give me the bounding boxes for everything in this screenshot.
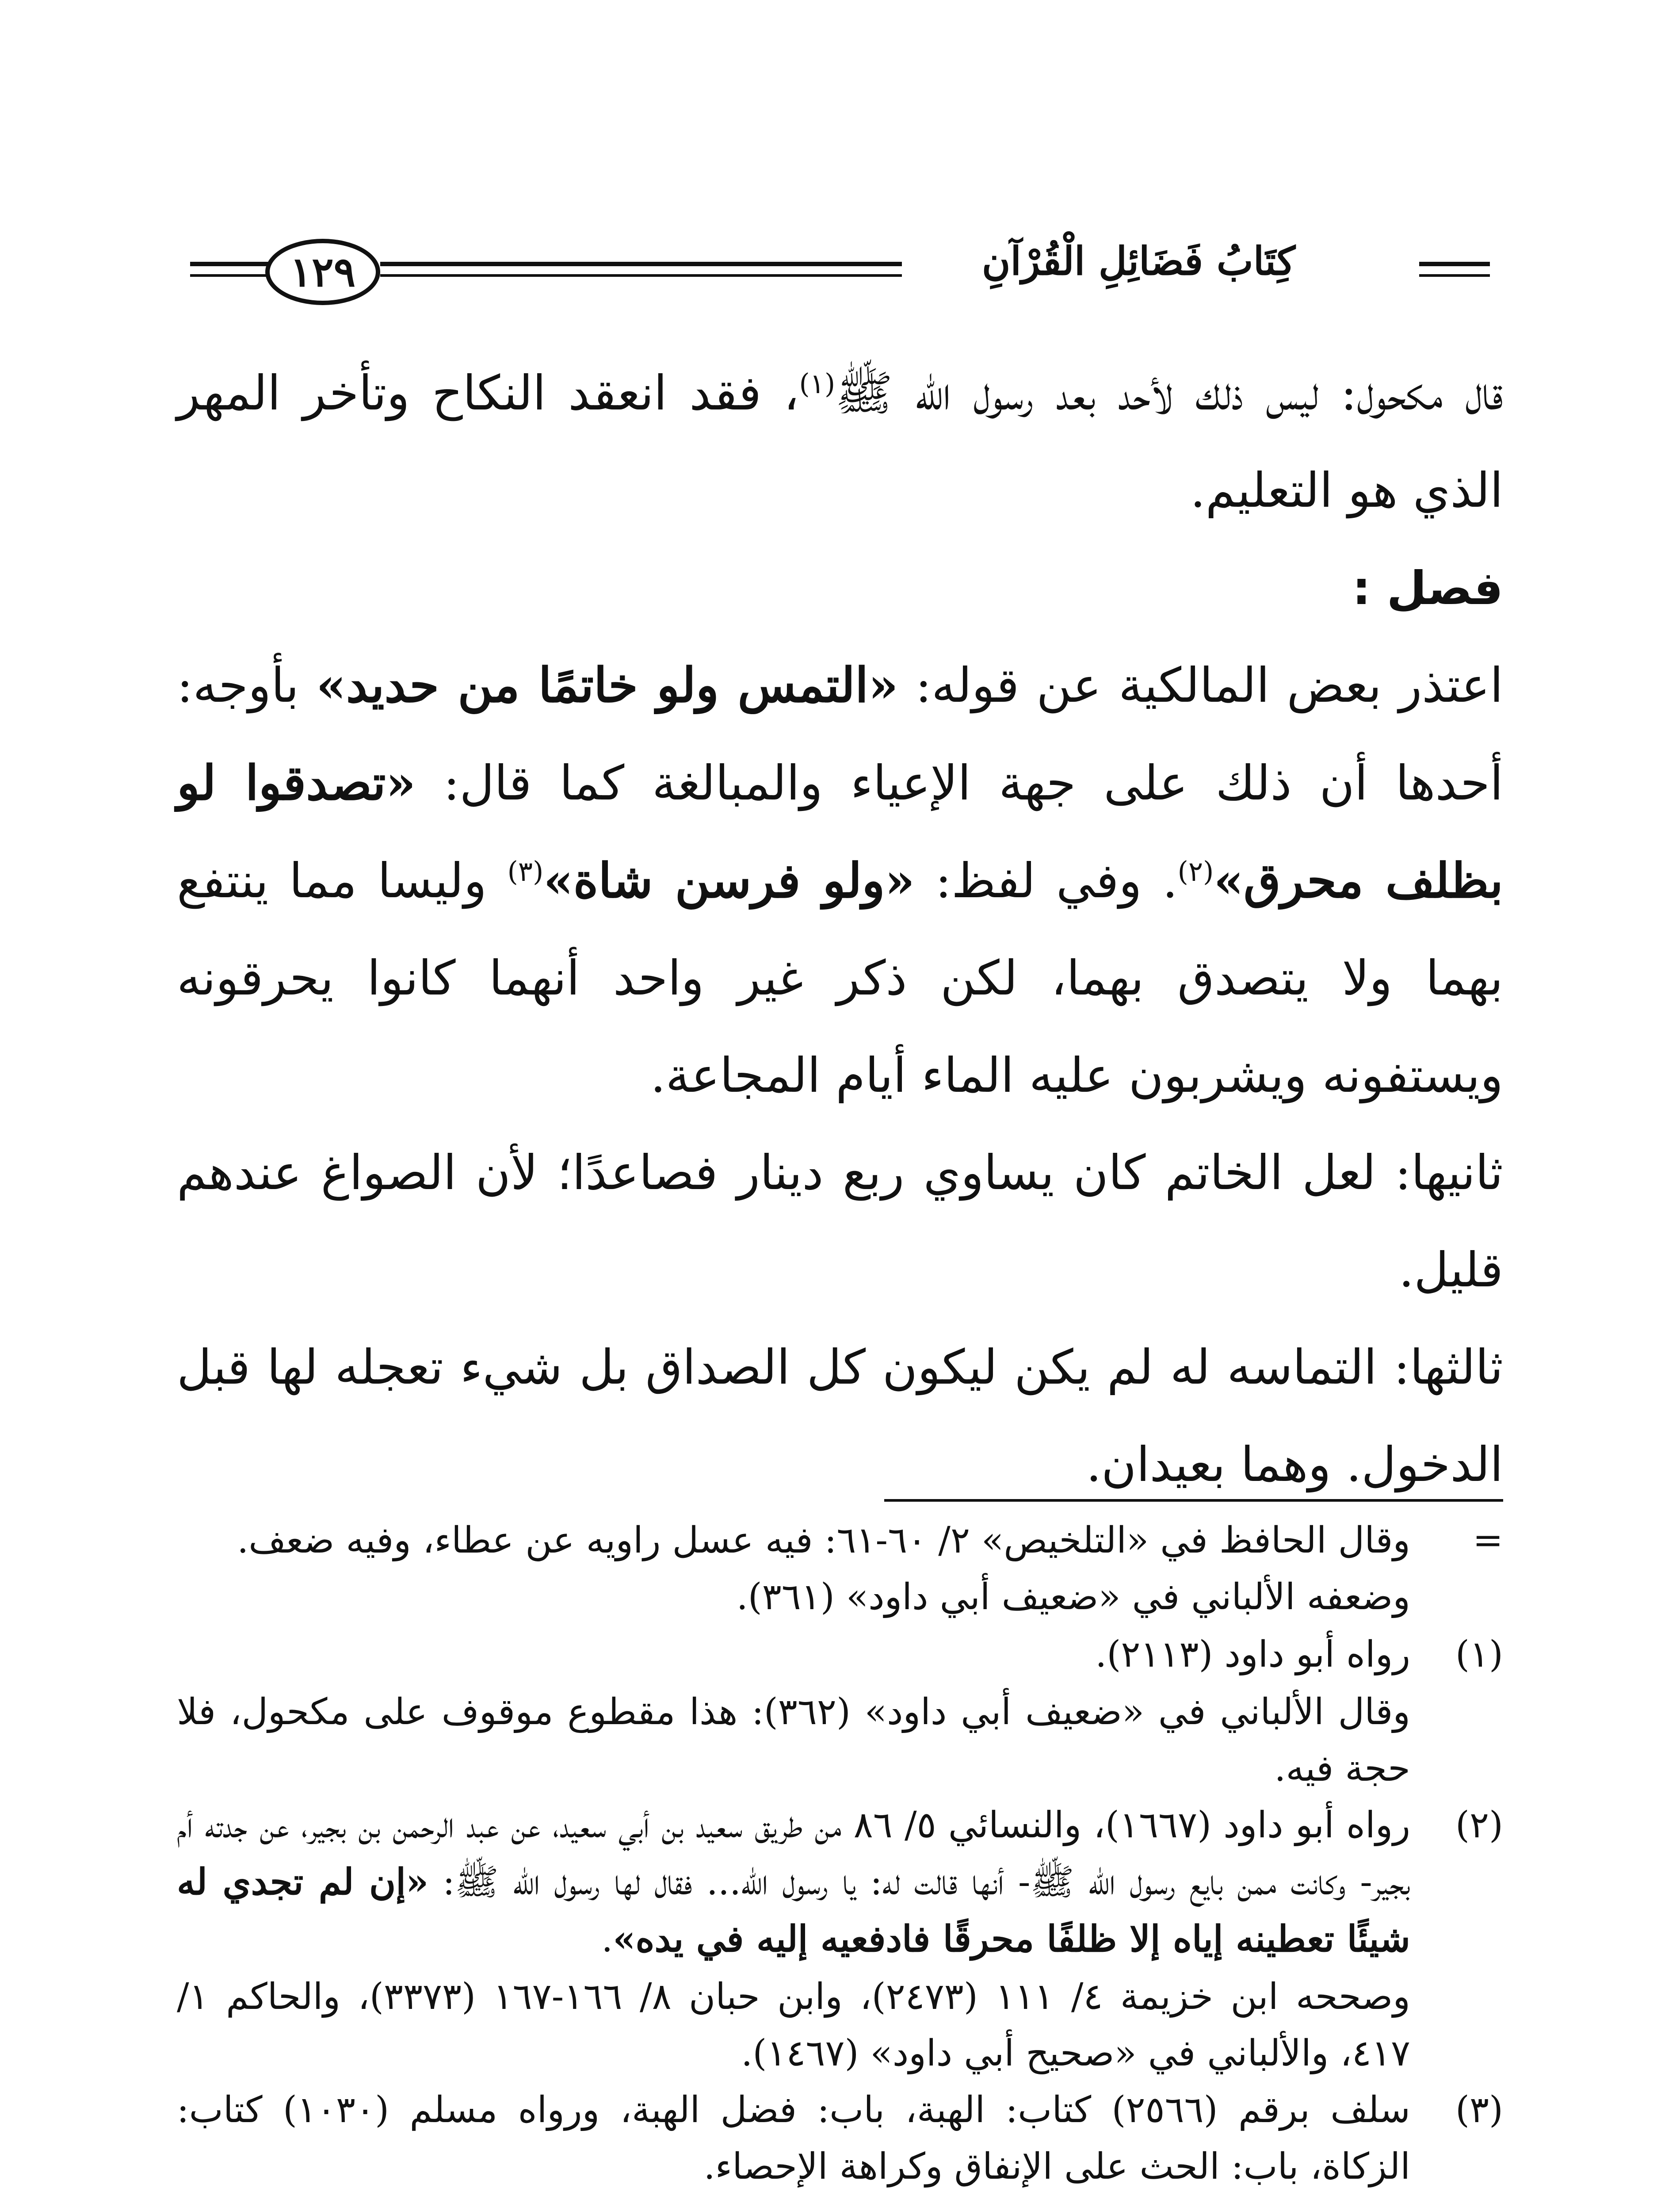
paragraph-text: اعتذر بعض المالكية عن قوله: xyxy=(898,658,1503,713)
main-text xyxy=(177,345,1503,1514)
footnote-ref-2[interactable]: (٢) xyxy=(1177,855,1214,887)
footnote-3 xyxy=(177,2082,1503,2195)
paragraph-third: ثالثها: التماسه له لم يكن ليكون كل الصداق بل شيء تعجله لها قبل الدخول. وهما بعيدان. xyxy=(177,1340,1503,1492)
footnote-line: وقال الألباني في «ضعيف أبي داود» (٣٦٢): هذا مقطوع موقوف على مكحول، فلا حجة فيه. xyxy=(177,1691,1410,1790)
footnote-body xyxy=(177,1512,1410,1626)
footnote-body xyxy=(177,1626,1410,1683)
header-rule-middle-lower xyxy=(380,274,902,277)
footnote-ref-1[interactable]: (١) xyxy=(799,367,836,400)
footnote-number: (٢) xyxy=(1455,1804,1503,1846)
header-rule-right-lower xyxy=(1419,274,1490,277)
footnote-2-comment xyxy=(177,1969,1503,2082)
paragraph-text: قال مكحول: ليس ذلك لأحد بعد رسول الله ﷺ xyxy=(835,366,1503,421)
footnote-number: (٣) xyxy=(1455,2089,1503,2131)
footnote-line: سلف برقم (٢٥٦٦) كتاب: الهبة، باب: فضل الهبة، ورواه مسلم (١٠٣٠) كتاب: الزكاة، باب: الحث على الإنفاق وكراهة الإحصاء. xyxy=(177,2089,1410,2188)
hadith-quote: «ولو فرسن شاة» xyxy=(543,853,915,909)
footnote-1 xyxy=(177,1626,1503,1683)
footnote-2 xyxy=(177,1797,1503,1968)
continuation-marker: = xyxy=(1473,1519,1503,1561)
header-rule-middle xyxy=(380,262,902,266)
paragraph-second: ثانيها: لعل الخاتم كان يساوي ربع دينار فصاعدًا؛ لأن الصواغ عندهم قليل. xyxy=(177,1145,1503,1298)
header-rule-right xyxy=(1419,262,1490,266)
paragraph-text: . وفي لفظ: xyxy=(914,853,1178,909)
footnote-separator xyxy=(884,1499,1503,1502)
paragraph-text: ، فقد انعقد النكاح وتأخر المهر الذي هو التعليم. xyxy=(177,366,1503,518)
footnote-body xyxy=(177,2082,1410,2195)
footnote-continuation xyxy=(177,1512,1503,1626)
footnote-line: وصححه ابن خزيمة ٤/ ١١١ (٢٤٧٣)، وابن حبان ٨/ ١٦٦-١٦٧ (٣٣٧٣)، والحاكم ١/ ٤١٧، والألباني في «صحيح أبي داود» (١٤٦٧). xyxy=(177,1976,1410,2074)
hadith-quote: «تصدقوا لو بظلف محرق» xyxy=(177,755,1503,909)
page-number: ١٢٩ xyxy=(290,248,356,296)
footnote-line: وقال الحافظ في «التلخيص» ٢/ ٦٠-٦١: فيه عسل راويه عن عطاء، وفيه ضعف. xyxy=(237,1519,1410,1561)
running-header xyxy=(190,239,1490,310)
footnote-line xyxy=(177,1797,1410,1968)
header-rule-left xyxy=(190,262,279,266)
footnote-number: (١) xyxy=(1455,1633,1503,1675)
footnote-line: رواه أبو داود (٢١١٣). xyxy=(1095,1633,1410,1675)
footnote-1-comment xyxy=(177,1684,1503,1797)
hadith-quote: «إن لم تجدي له شيئًا تعطينه إياه إلا ظلفًا محرقًا فادفعيه إليه في يده» xyxy=(177,1861,1410,1960)
footnote-text: رواه أبو داود (١٦٦٧)، والنسائي ٥/ ٨٦ من طريق سعيد بن أبي سعيد، عن عبد الرحمن بن بجير، عن جدته أم بجير- وكانت ممن بايع رسول الله ﷺ- أنها قالت له: يا رسول الله... فقال لها رسول الله ﷺ: xyxy=(177,1804,1410,1903)
section-title: فصل : xyxy=(1352,561,1503,615)
footnote-ref-3[interactable]: (٣) xyxy=(507,855,544,887)
footnote-line: وضعفه الألباني في «ضعيف أبي داود» (٣٦١). xyxy=(736,1576,1410,1618)
footnotes xyxy=(177,1512,1503,2196)
footnote-text: . xyxy=(601,1918,613,1960)
paragraph-excuse xyxy=(177,637,1503,1125)
paragraph-makhool xyxy=(177,345,1503,539)
footnote-body xyxy=(177,1797,1410,1968)
hadith-quote: «التمس ولو خاتمًا من حديد» xyxy=(316,658,898,713)
page-number-badge xyxy=(265,239,380,305)
book-title: كِتَابُ فَضَائِلِ الْقُرْآنِ xyxy=(981,238,1295,284)
paragraph-text: وليسا مما ينتفع بهما ولا يتصدق بهما، لكن ذكر غير واحد أنهما كانوا يحرقونه ويستفونه ويشربون عليه الماء أيام المجاعة. xyxy=(177,853,1503,1103)
paragraph-text: بأوجه: أحدها أن ذلك على جهة الإعياء والمبالغة كما قال: xyxy=(177,658,1503,811)
